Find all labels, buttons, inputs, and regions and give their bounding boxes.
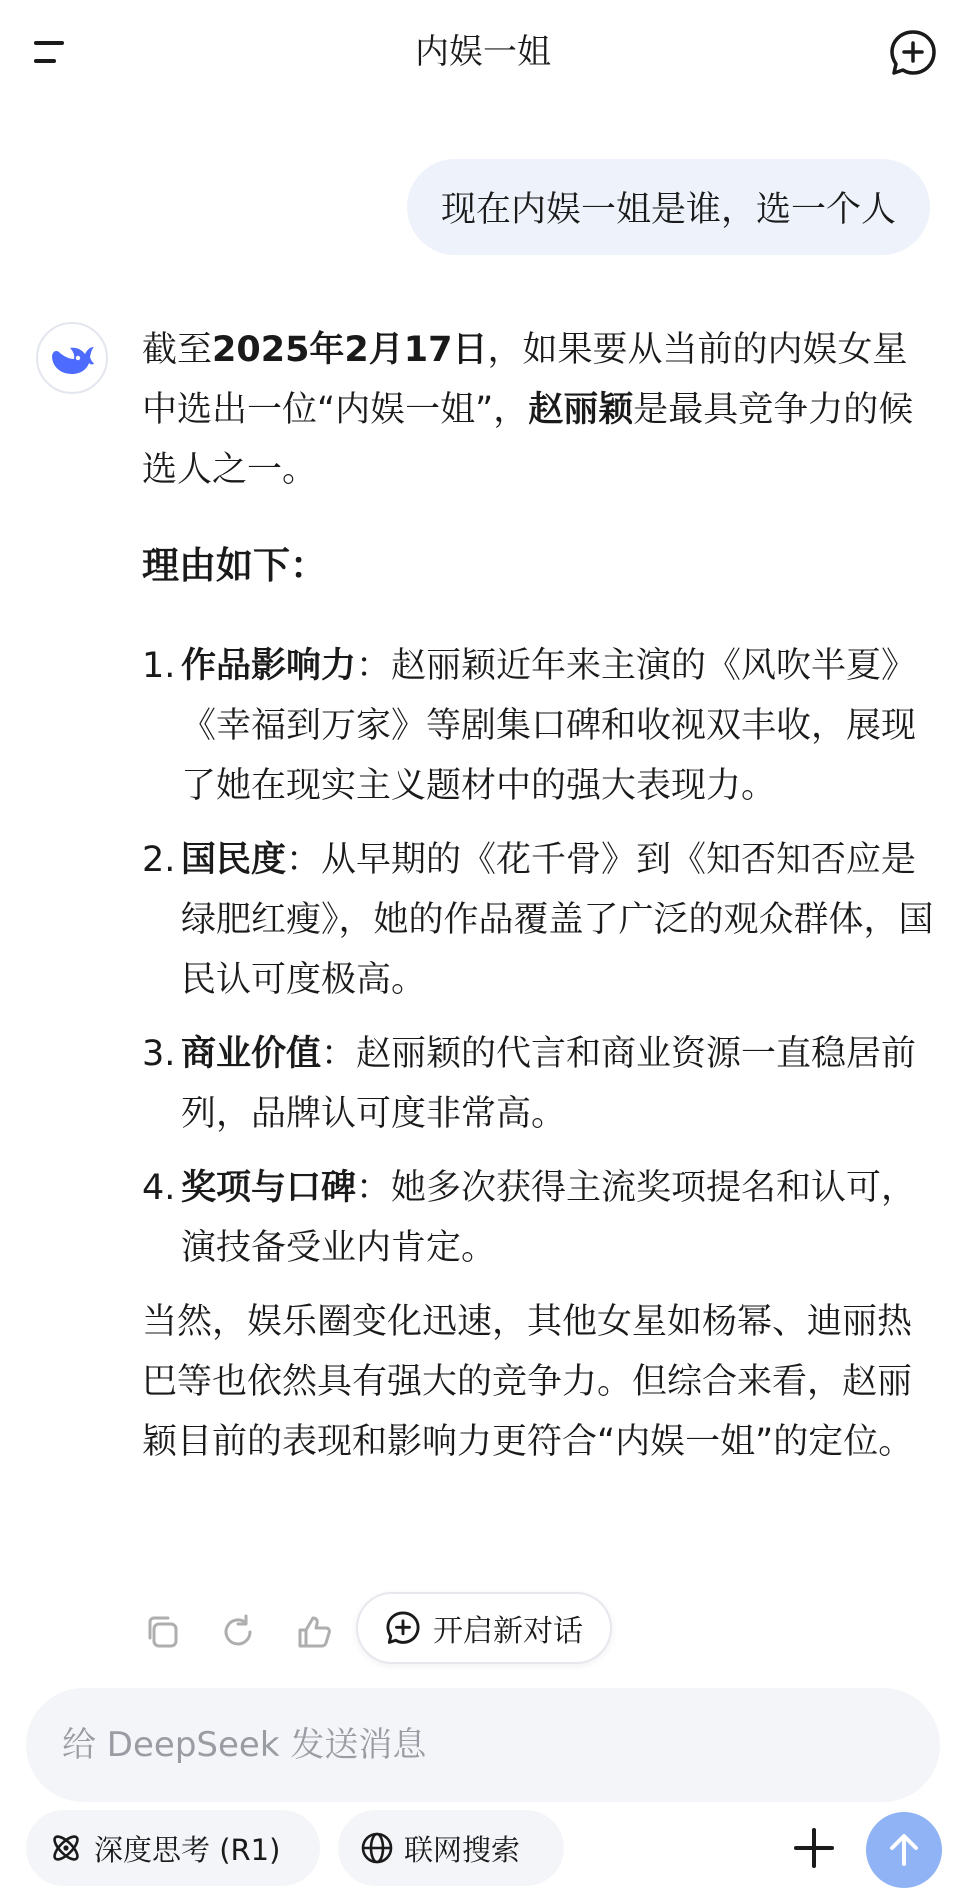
intro-text: ，如果要从当前的内娱女星中选出一位“内娱一姐”， [142,330,908,430]
page-title: 内娱一姐 [415,32,551,72]
new-chat-icon[interactable] [888,28,938,78]
reason-number: 4. [142,1168,176,1208]
user-message-bubble: 现在内娱一姐是谁，选一个人 [407,159,930,255]
reason-number: 3. [142,1034,176,1074]
intro-text: 截至 [142,330,213,370]
reason-text: ：从早期的《花千骨》到《知否知否应是绿肥红瘦》，她的作品覆盖了广泛的观众群体，国民认可度极高。 [181,840,934,1000]
atom-icon [48,1830,84,1866]
web-search-toggle[interactable] [338,1810,564,1886]
intro-text: 是最具竞争力的候选人之一。 [142,390,914,490]
deepseek-logo-icon [36,322,108,394]
intro-date: 2025年2月17日 [212,330,488,370]
new-chat-icon [385,1610,421,1646]
thumbs-up-icon[interactable] [294,1612,334,1652]
start-new-chat-button[interactable] [356,1592,612,1664]
reason-text: ：赵丽颖的代言和商业资源一直稳居前列，品牌认可度非常高。 [181,1034,917,1134]
reason-title: 国民度 [181,840,287,880]
reason-text: ：她多次获得主流奖项提名和认可，演技备受业内肯定。 [181,1168,917,1268]
attach-plus-icon[interactable] [788,1822,840,1874]
globe-icon [360,1831,394,1865]
reason-title: 奖项与口碑 [181,1168,357,1208]
section-title: 理由如下： [142,544,327,587]
top-bar [0,0,966,104]
reason-item [142,1024,942,1144]
deep-think-toggle[interactable] [26,1810,320,1886]
web-search-label: 联网搜索 [404,1832,521,1867]
send-button[interactable] [866,1812,942,1888]
assistant-answer [142,320,942,1472]
message-actions [142,1612,382,1656]
reason-item [142,636,942,816]
reason-number: 2. [142,840,176,880]
message-input-box[interactable] [26,1688,940,1802]
reason-title: 商业价值 [181,1034,322,1074]
reason-item [142,830,942,1010]
answer-intro [142,320,942,500]
answer-conclusion: 当然，娱乐圈变化迅速，其他女星如杨幂、迪丽热巴等也依然具有强大的竞争力。但综合来看，赵丽颖目前的表现和影响力更符合“内娱一姐”的定位。 [142,1302,914,1462]
reason-item [142,1158,942,1278]
refresh-icon[interactable] [218,1612,258,1652]
reason-text: ：赵丽颖近年来主演的《风吹半夏》《幸福到万家》等剧集口碑和收视双丰收，展现了她在现实主义题材中的强大表现力。 [181,646,917,806]
reason-title: 作品影响力 [181,646,357,686]
intro-name: 赵丽颖 [528,390,634,430]
reasons-list [142,636,942,1278]
deep-think-label: 深度思考 (R1) [94,1832,281,1867]
message-input[interactable] [62,1725,882,1765]
start-new-chat-label: 开启新对话 [433,1614,583,1649]
copy-icon[interactable] [142,1612,182,1652]
reason-number: 1. [142,646,176,686]
arrow-up-icon [884,1830,924,1870]
